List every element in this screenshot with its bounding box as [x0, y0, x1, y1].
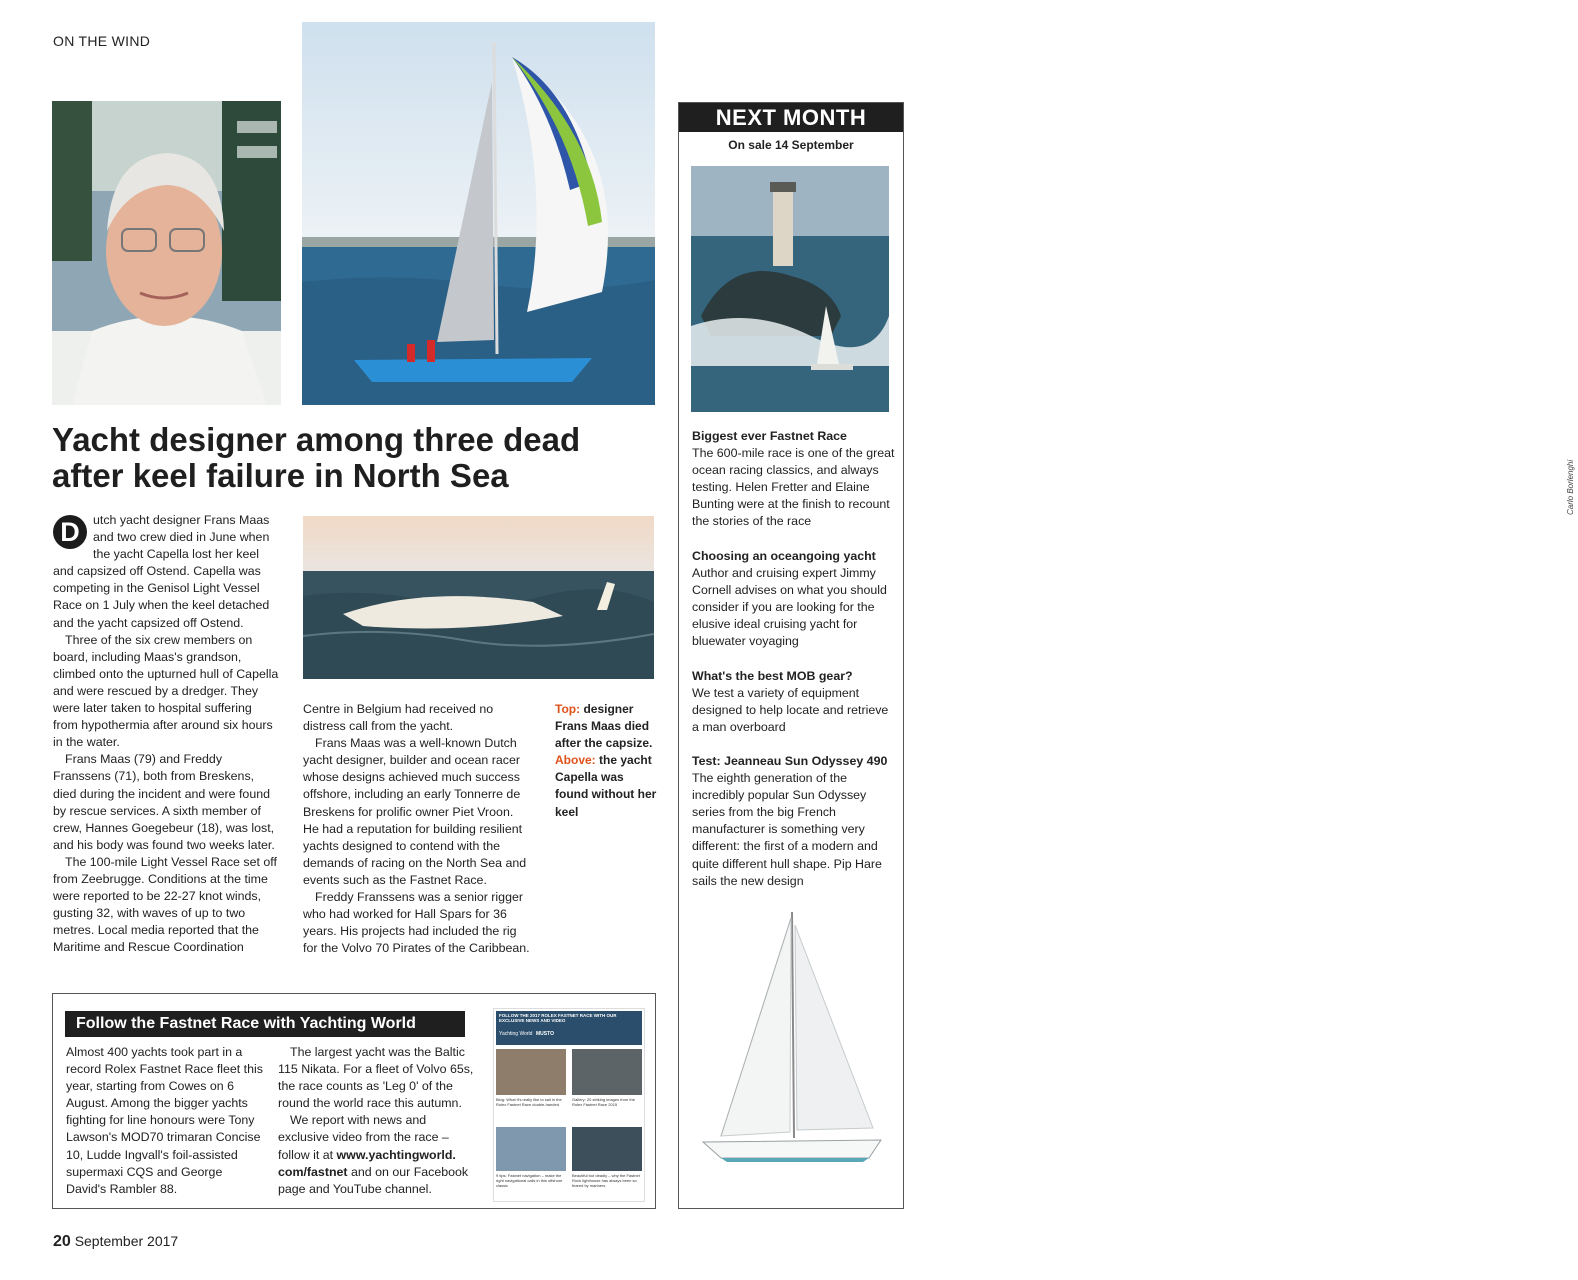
screenshot-tile-image: [572, 1049, 642, 1095]
next-month-item: [692, 753, 897, 890]
page-footer: [53, 1233, 178, 1251]
next-month-item: [692, 428, 897, 531]
caption-top-text: designer Frans Maas died after the capsize.: [555, 702, 653, 751]
next-month-item-text: The 600-mile race is one of the great ocean racing classics, and always testing. Helen Fretter and Elaine Bunting were at the finish to recount the stories of the race: [692, 446, 895, 529]
sun-odyssey-illustration: [691, 900, 891, 1175]
headline: Yacht designer among three dead after keel failure in North Sea: [52, 421, 581, 494]
section-label: ON THE WIND: [53, 33, 151, 49]
next-month-item-title: Test: Jeanneau Sun Odyssey 490: [692, 754, 888, 768]
caption-above-label: Above:: [555, 753, 596, 768]
next-month-item-title: Biggest ever Fastnet Race: [692, 429, 847, 443]
on-sale-date: On sale 14 September: [728, 138, 854, 152]
issue-date: September 2017: [74, 1233, 179, 1249]
screenshot-tile-image: [496, 1127, 566, 1171]
yacht-sailing-photo: [302, 22, 655, 405]
drop-cap: D: [53, 515, 87, 549]
fastnet-column-2: [278, 1044, 476, 1198]
portrait-photo: [52, 101, 281, 405]
caption-top-label: Top:: [555, 702, 581, 716]
article-paragraph: Freddy Franssens was a senior rigger who had worked for Hall Spars for 36 years. His projects had included the rig for the Volvo 70 Pirates of the Caribbean.: [303, 890, 530, 956]
screenshot-tile-image: [572, 1127, 642, 1171]
article-column-2: [303, 701, 531, 957]
screenshot-banner: FOLLOW THE 2017 ROLEX FASTNET RACE WITH OUR EXCLUSIVE NEWS AND VIDEO Yachting World MUSTO: [496, 1011, 642, 1045]
fastnet-url-link[interactable]: www.yachtingworld. com/fastnet: [278, 1147, 456, 1179]
next-month-item: [692, 668, 897, 736]
website-screenshot: FOLLOW THE 2017 ROLEX FASTNET RACE WITH OUR EXCLUSIVE NEWS AND VIDEO Yachting World MUSTO Blog: What it's really like to sail in the Rolex Fastnet Race double-handed Gallery: 20 striking images from the Rolex Fastnet Race 2015 9 tips: Fastnet navigation – make the right navigational calls in this offshore classic Beautiful but deadly – why the Fastnet Rock lighthouse has always been so feared by mariners: [493, 1008, 645, 1202]
next-month-title: NEXT MONTH: [679, 103, 903, 132]
fastnet-paragraph: The largest yacht was the Baltic 115 Nikata. For a fleet of Volvo 65s, the race counts as 'Leg 0' of the round the world race this autumn.: [278, 1045, 474, 1111]
fastnet-follow-box: [52, 993, 656, 1209]
photo-caption: [555, 701, 660, 821]
article-paragraph: The 100-mile Light Vessel Race set off from Zeebrugge. Conditions at the time were reported to be 22-27 knot winds, gusting 32, with waves of up to two metres. Local media reported that the Maritime and Rescue Coordination: [53, 854, 277, 955]
next-month-item-text: The eighth generation of the incredibly popular Sun Odyssey series from the big French manufacturer is something very different: the first of a modern and quite different hull shape. Pip Hare sails the new design: [692, 771, 882, 888]
article-paragraph: Three of the six crew members on board, including Maas's grandson, climbed onto the upturned hull of Capella and were rescued by a dredger. They were later taken to hospital suffering from hypothermia after around six hours in the water.: [53, 632, 279, 750]
capsized-yacht-photo: [303, 516, 654, 679]
photo-credit: Carlo Borlenghi: [1566, 459, 1575, 515]
next-month-item-title: Choosing an oceangoing yacht: [692, 549, 876, 563]
page-number: 20: [53, 1233, 71, 1250]
article-paragraph: Frans Maas was a well-known Dutch yacht designer, builder and ocean racer whose designs achieved much success offshore, including an early Tonnerre de Breskens for prolific owner Piet Vroon. He had a reputation for building resilient yachts designed to contend with the demands of racing on the North Sea and events such as the Fastnet Race.: [303, 736, 527, 887]
fastnet-box-title: Follow the Fastnet Race with Yachting World: [65, 1011, 465, 1037]
article-paragraph: Frans Maas (79) and Freddy Franssens (71), both from Breskens, died during the incident and were found by rescue services. A sixth member of crew, Hannes Goegebeur (18), was lost, and his body was found two weeks later.: [53, 752, 275, 852]
next-month-item-text: We test a variety of equipment designed to help locate and retrieve a man overboard: [692, 686, 889, 735]
caption-above-text: the yacht Capella was found without her keel: [555, 753, 657, 819]
article-column-1: [53, 512, 279, 956]
article-paragraph: Centre in Belgium had received no distress call from the yacht.: [303, 702, 494, 734]
next-month-sidebar: [678, 102, 1575, 1209]
next-month-item-title: What's the best MOB gear?: [692, 669, 853, 683]
screenshot-tile-image: [496, 1049, 566, 1095]
fastnet-column-1: Almost 400 yachts took part in a record Rolex Fastnet Race fleet this year, starting from Cowes on 6 August. Among the bigger yachts fighting for line honours were Tony Lawson's MOD70 trimaran Concise 10, Ludde Ingvall's foil-assisted supermaxi CQS and George David's Rambler 88.: [66, 1045, 263, 1196]
next-month-item-text: Author and cruising expert Jimmy Cornell advises on what you should consider if you are looking for the elusive ideal cruising yacht for bluewater voyaging: [692, 566, 887, 649]
next-month-item: [692, 548, 897, 651]
fastnet-lighthouse-photo: [691, 166, 889, 412]
article-lead-paragraph: D utch yacht designer Frans Maas and two crew died in June when the yacht Capella lost her keel and capsized off Ostend. Capella was competing in the Genisol Light Vessel Race on 1 July when the keel detached and the yacht capsized off Ostend.: [53, 513, 270, 630]
fastnet-paragraph: We report with news and exclusive video from the race – follow it at www.yachtingworld. com/fastnet and on our Facebook page and YouTube channel.: [278, 1113, 469, 1196]
